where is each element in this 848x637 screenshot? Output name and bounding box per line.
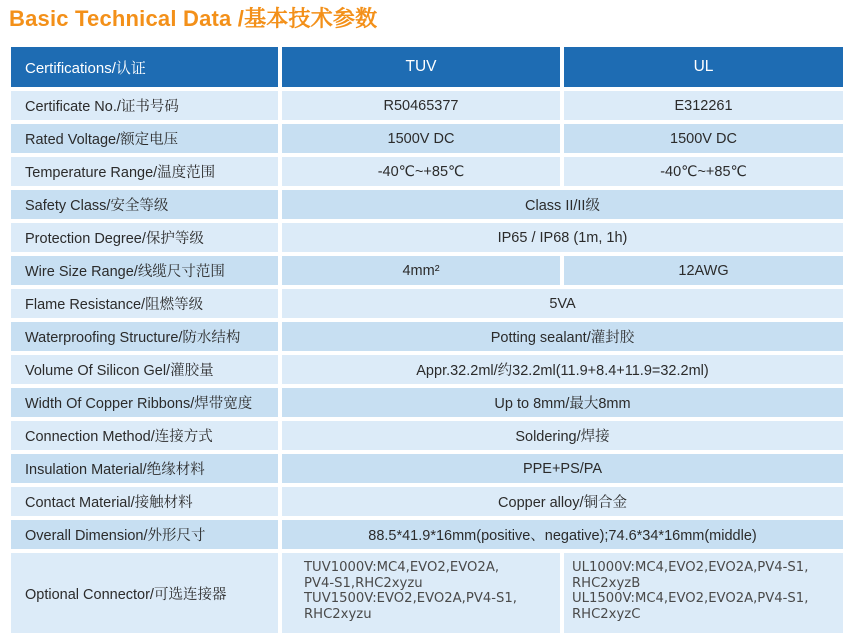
table-header-row (11, 47, 843, 87)
row-value-ul: -40℃~+85℃ (564, 157, 843, 186)
connector-list-ul (564, 553, 843, 633)
row-value-tuv: -40℃~+85℃ (282, 157, 560, 186)
table-row (11, 223, 843, 252)
row-label: Certificate No./证书号码 (11, 91, 278, 120)
row-value: Copper alloy/铜合金 (282, 487, 843, 516)
row-label: Overall Dimension/外形尺寸 (11, 520, 278, 549)
table-row (11, 454, 843, 483)
row-label: Wire Size Range/线缆尺寸范围 (11, 256, 278, 285)
row-label: Optional Connector/可选连接器 (11, 553, 278, 633)
row-label: Waterproofing Structure/防水结构 (11, 322, 278, 351)
table-row (11, 256, 843, 285)
row-value-tuv: 4mm² (282, 256, 560, 285)
table-row (11, 157, 843, 186)
table-row (11, 355, 843, 384)
table-row (11, 289, 843, 318)
row-value: IP65 / IP68 (1m, 1h) (282, 223, 843, 252)
row-label: Connection Method/连接方式 (11, 421, 278, 450)
table-row (11, 190, 843, 219)
row-label: Volume Of Silicon Gel/灌胶量 (11, 355, 278, 384)
table-row (11, 421, 843, 450)
row-label: Width Of Copper Ribbons/焊带宽度 (11, 388, 278, 417)
connector-line: PV4-S1,RHC2xyzu (304, 575, 423, 591)
connector-line: RHC2xyzu (304, 606, 372, 622)
connector-line: UL1000V:MC4,EVO2,EVO2A,PV4-S1, (572, 560, 809, 575)
row-value: 5VA (282, 289, 843, 318)
connector-list-tuv (282, 553, 560, 633)
row-value: Potting sealant/灌封胶 (282, 322, 843, 351)
row-value-tuv: R50465377 (282, 91, 560, 120)
table-row (11, 322, 843, 351)
row-label: Flame Resistance/阻燃等级 (11, 289, 278, 318)
header-label: Certifications/认证 (11, 47, 278, 87)
row-label: Contact Material/接触材料 (11, 487, 278, 516)
header-ul: UL (564, 47, 843, 87)
row-value-tuv: 1500V DC (282, 124, 560, 153)
row-value-ul: E312261 (564, 91, 843, 120)
row-label: Temperature Range/温度范围 (11, 157, 278, 186)
table-row (11, 91, 843, 120)
connector-line: TUV1500V:EVO2,EVO2A,PV4-S1, (304, 591, 517, 606)
header-tuv: TUV (282, 47, 560, 87)
row-label: Insulation Material/绝缘材料 (11, 454, 278, 483)
row-value-ul: 1500V DC (564, 124, 843, 153)
connector-row (11, 553, 843, 633)
connector-line: RHC2xyzB (572, 575, 641, 591)
row-value: Appr.32.2ml/约32.2ml(11.9+8.4+11.9=32.2ml) (282, 355, 843, 384)
row-value-ul: 12AWG (564, 256, 843, 285)
row-value: Up to 8mm/最大8mm (282, 388, 843, 417)
row-label: Protection Degree/保护等级 (11, 223, 278, 252)
row-label: Safety Class/安全等级 (11, 190, 278, 219)
row-label: Rated Voltage/额定电压 (11, 124, 278, 153)
table-row (11, 520, 843, 549)
table-row (11, 487, 843, 516)
row-value: 88.5*41.9*16mm(positive、negative);74.6*34*16mm(middle) (282, 520, 843, 549)
page-title: Basic Technical Data /基本技术参数 (9, 6, 378, 31)
connector-line: TUV1000V:MC4,EVO2,EVO2A, (304, 560, 500, 575)
connector-line: UL1500V:MC4,EVO2,EVO2A,PV4-S1, (572, 591, 809, 606)
row-value: PPE+PS/PA (282, 454, 843, 483)
table-row (11, 388, 843, 417)
row-value: Class II/II级 (282, 190, 843, 219)
connector-line: RHC2xyzC (572, 606, 641, 622)
table-row (11, 124, 843, 153)
row-value: Soldering/焊接 (282, 421, 843, 450)
